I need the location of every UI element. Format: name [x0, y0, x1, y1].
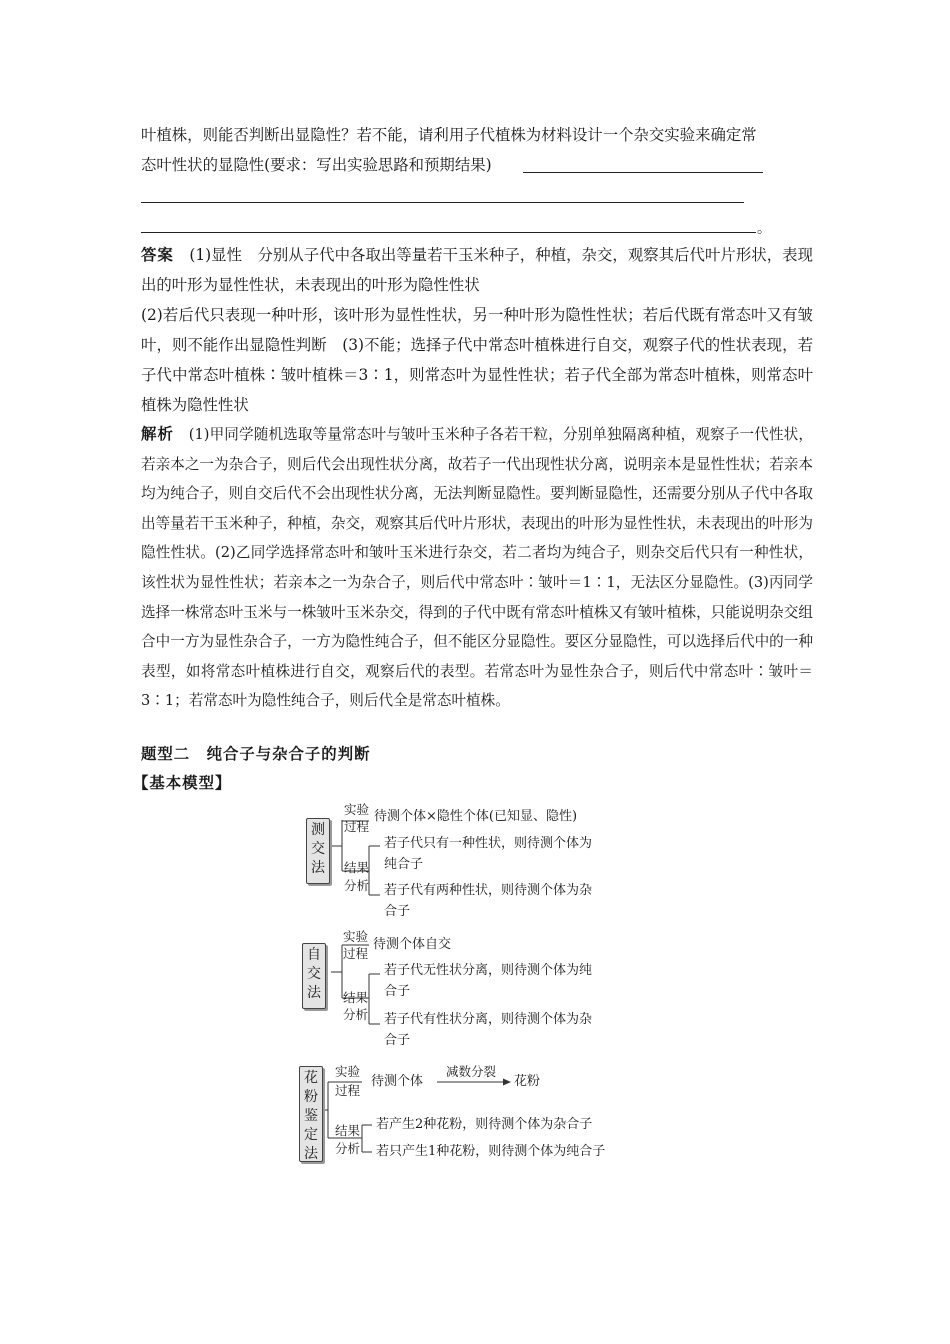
selfing-result-1-line-2: 合子: [384, 984, 411, 999]
question-line-1: 叶植株，则能否判断出显隐性？若不能，请利用子代植株为材料设计一个杂交实验来确定常: [141, 126, 757, 144]
selfing-result-1-line-1: 若子代无性状分离，则待测个体为纯: [384, 963, 593, 978]
arrow-head-icon: [503, 1079, 511, 1086]
selfing-process-label-1: 实验: [343, 929, 369, 944]
selfing-result-label-2: 分析: [343, 1007, 369, 1022]
pollen-result-label-2: 分析: [335, 1141, 361, 1156]
pollen-process-end: 花粉: [514, 1074, 541, 1089]
pollen-arrow-label: 减数分裂: [446, 1064, 497, 1079]
testcross-process-text: 待测个体×隐性个体(已知显、隐性): [374, 809, 578, 824]
analysis-text: (1)甲同学随机选取等量常态叶与皱叶玉米种子各若干粒，分别单独隔离种植，观察子一代性状，若亲本之一为杂合子，则后代会出现性状分离，故若子一代出现性状分离，说明亲本是显性性状；若亲本均为纯合子，则自交后代不会出现性状分离，无法判断显隐性。要判断显隐性，还需要分别从子代中各取出等量若干玉米种子，种植，杂交，观察其后代叶片形状，表现出的叶形为显性性状，未表现出的叶形为隐性性状。(2)乙同学选择常态叶和皱叶玉米进行杂交，若二者均为纯合子，则杂交后代只有一种性状，该性状为显性性状；若亲本之一为杂合子，则后代中常态叶∶皱叶＝1∶1，无法区分显隐性。(3)丙同学选择一株常态叶玉米与一株皱叶玉米杂交，得到的子代中既有常态叶植株又有皱叶植株，只能说明杂交组合中一方为显性杂合子，一方为隐性纯合子，但不能区分显隐性。要区分显隐性，可以选择后代中的一种表型，如将常态叶植株进行自交，观察后代的表型。若常态叶为显性杂合子，则后代中常态叶∶皱叶＝3∶1；若常态叶为隐性纯合子，则后代全是常态叶植株。: [141, 426, 813, 710]
answer-paragraph-2: (2)若后代只表现一种叶形，该叶形为显性性状，另一种叶形为隐性性状；若后代既有常态叶又有皱叶，则不能作出显隐性判断 (3)不能；选择子代中常态叶植株进行自交，观察子代的性状表现，若子代中常态叶植株∶皱叶植株＝3∶1，则常态叶为显性性状；若子代全部为常态叶植株，则常态叶植株为隐性性状: [141, 306, 813, 414]
question-line-2: 态叶性状的显隐性(要求：写出实验思路和预期结果): [141, 156, 492, 174]
selfing-method-box: 自交法: [302, 943, 326, 1009]
pollen-result-label-1: 结果: [335, 1123, 361, 1138]
testcross-result-1-line-2: 纯合子: [384, 857, 424, 872]
answer-label: 答案: [141, 246, 174, 264]
pollen-method-box: 花粉鉴定法: [299, 1066, 323, 1162]
testcross-process-label-1: 实验: [344, 802, 370, 817]
testcross-process-label-2: 过程: [344, 819, 370, 834]
pollen-result-1: 若产生2种花粉，则待测个体为杂合子: [376, 1117, 593, 1132]
testcross-result-label-2: 分析: [344, 878, 370, 893]
selfing-result-2-line-1: 若子代有性状分离，则待测个体为杂: [384, 1012, 593, 1027]
testcross-result-2-line-1: 若子代有两种性状，则待测个体为杂: [384, 883, 593, 898]
basic-model-label: 【基本模型】: [133, 774, 232, 792]
section-title: 题型二 纯合子与杂合子的判断: [141, 745, 371, 763]
answer-text-1: (1)显性 分别从子代中各取出等量若干玉米种子，种植，杂交，观察其后代叶片形状，表现出的叶形为显性性状，未表现出的叶形为隐性性状: [141, 246, 813, 294]
selfing-result-2-line-2: 合子: [384, 1033, 411, 1048]
testcross-method-box: 测交法: [306, 818, 330, 884]
selfing-process-label-2: 过程: [343, 946, 369, 961]
pollen-process-label-1: 实验: [335, 1064, 361, 1079]
selfing-result-label-1: 结果: [343, 990, 369, 1005]
testcross-result-2-line-2: 合子: [384, 904, 411, 919]
question-end-mark: 。: [757, 221, 771, 237]
pollen-process-label-2: 过程: [335, 1083, 361, 1098]
pollen-result-2: 若只产生1种花粉，则待测个体为纯合子: [376, 1144, 606, 1159]
analysis-label: 解析: [141, 425, 175, 443]
selfing-process-text: 待测个体自交: [373, 937, 452, 952]
testcross-result-label-1: 结果: [344, 860, 370, 875]
testcross-result-1-line-1: 若子代只有一种性状，则待测个体为: [384, 836, 593, 851]
pollen-process-start: 待测个体: [371, 1074, 424, 1089]
